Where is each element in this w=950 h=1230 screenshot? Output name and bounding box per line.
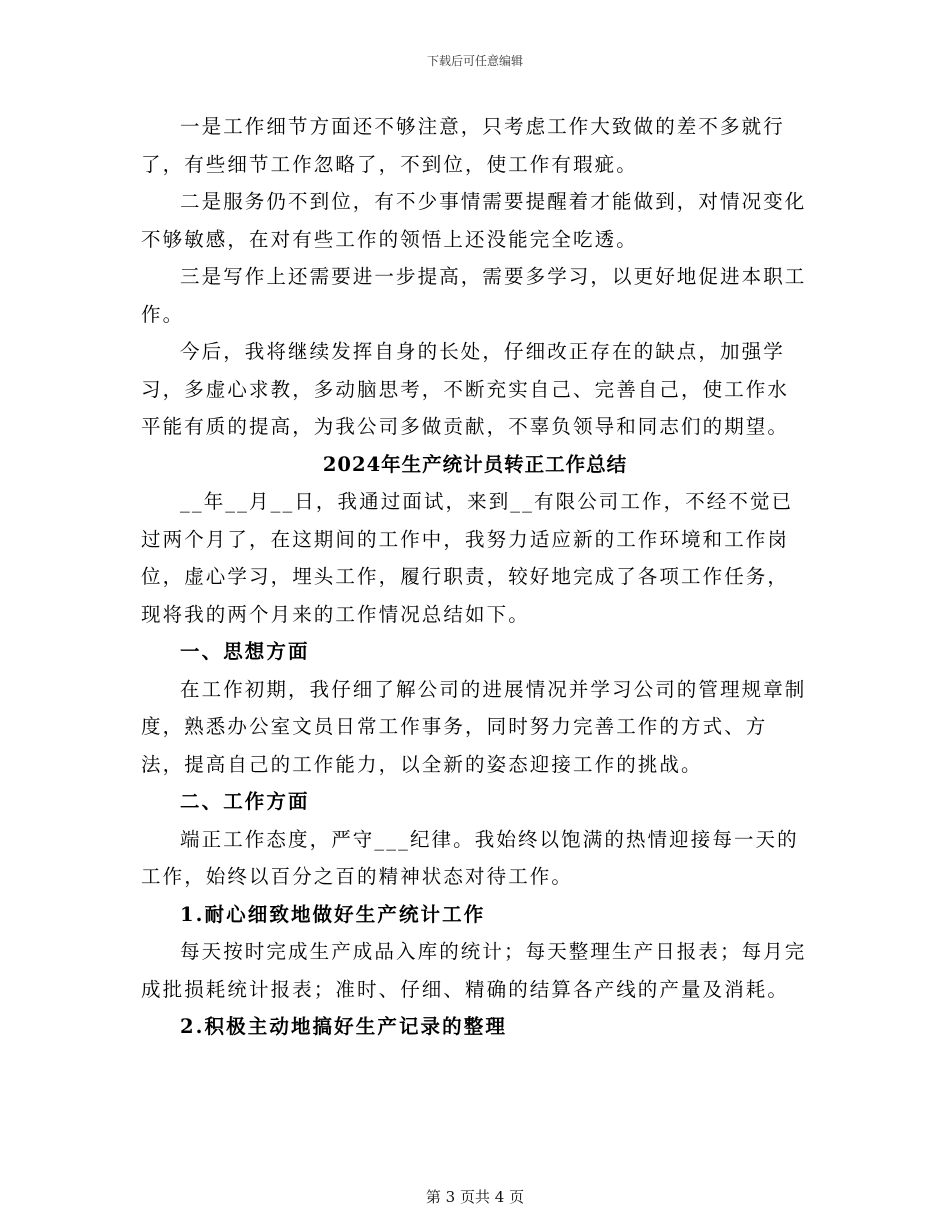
paragraph-2: 二是服务仍不到位，有不少事情需要提醒着才能做到，对情况变化不够敏感，在对有些工作的领悟上还没能完全吃透。 — [141, 190, 807, 251]
page-header: 下载后可任意编辑 — [426, 54, 523, 68]
subheading-statistics: 1.耐心细致地做好生产统计工作 — [180, 902, 486, 926]
document-title: 2024年生产统计员转正工作总结 — [322, 452, 628, 476]
subheading-records: 2.积极主动地搞好生产记录的整理 — [180, 1015, 507, 1038]
page-footer: 第 3 页共 4 页 — [425, 1188, 525, 1206]
paragraph-4: 今后，我将继续发挥自身的长处，仔细改正存在的缺点，加强学习，多虚心求教，多动脑思考，不断充实自己、完善自己，使工作水平能有质的提高，为我公司多做贡献，不辜负领导和同志们的期望。 — [141, 340, 790, 438]
section-heading-thinking: 一、思想方面 — [180, 640, 310, 663]
paragraph-8: 每天按时完成生产成品入库的统计；每天整理生产日报表；每月完成批损耗统计报表；准时、仔细、精确的结算各产线的产量及消耗。 — [141, 940, 807, 1001]
paragraph-3: 三是写作上还需要进一步提高，需要多学习，以更好地促进本职工作。 — [141, 265, 807, 326]
paragraph-5: __年__月__日，我通过面试，来到__有限公司工作，不经不觉已过两个月了，在这期间的工作中，我努力适应新的工作环境和工作岗位，虚心学习，埋头工作，履行职责，较好地完成了各项工作任务，现将我的两个月来的工作情况总结如下。 — [141, 490, 794, 626]
section-heading-work: 二、工作方面 — [180, 790, 310, 813]
paragraph-7: 端正工作态度，严守___纪律。我始终以饱满的热情迎接每一天的工作，始终以百分之百的精神状态对待工作。 — [141, 827, 799, 888]
paragraph-6: 在工作初期，我仔细了解公司的进展情况并学习公司的管理规章制度，熟悉办公室文员日常工作事务，同时努力完善工作的方式、方法，提高自己的工作能力，以全新的姿态迎接工作的挑战。 — [141, 677, 807, 776]
paragraph-1: 一是工作细节方面还不够注意，只考虑工作大致做的差不多就行了，有些细节工作忽略了，不到位，使工作有瑕疵。 — [141, 115, 785, 176]
document-body — [141, 108, 809, 1046]
